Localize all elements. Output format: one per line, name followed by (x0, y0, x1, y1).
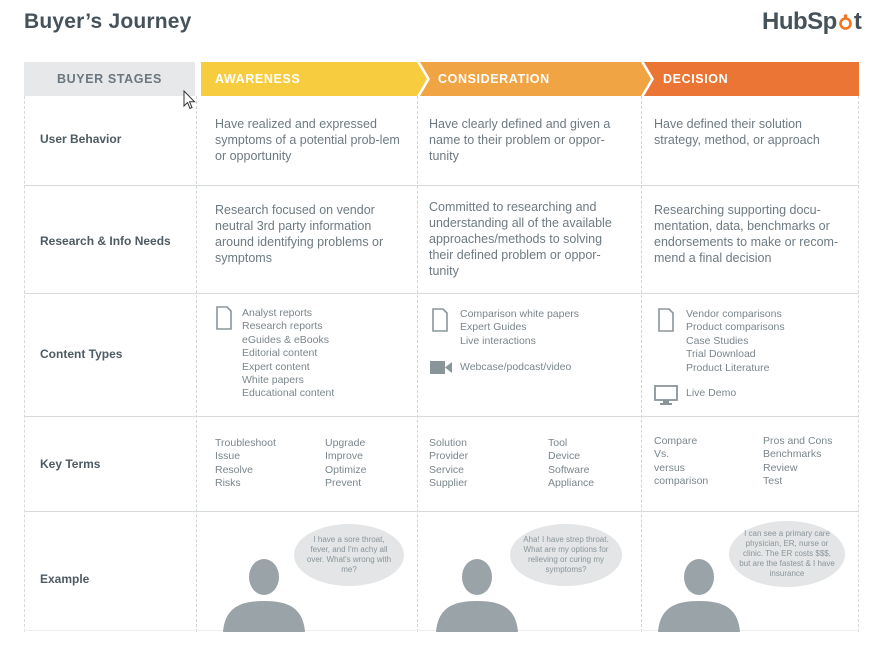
person-icon (658, 559, 740, 632)
list-item: Improve (325, 450, 363, 463)
monitor-icon (654, 385, 678, 405)
sprocket-icon (837, 14, 854, 31)
list-item: Expert content (242, 360, 310, 373)
list-item: Case Studies (686, 334, 749, 347)
column-divider (196, 96, 197, 632)
list-item: comparison (654, 475, 709, 488)
list-item: Risks (215, 477, 241, 490)
row-divider (24, 185, 859, 186)
list-item: Resolve (215, 463, 253, 476)
buyer-stages-header (24, 62, 195, 96)
mouse-pointer-icon (183, 90, 197, 110)
list-item: Product comparisons (686, 321, 785, 334)
list-item: Optimize (325, 463, 367, 476)
list-item: Compare (654, 435, 698, 447)
content-list-consideration (460, 308, 579, 348)
stage-consideration (424, 62, 644, 96)
list-item: eGuides & eBooks (242, 333, 329, 346)
buyer-stages-label: BUYER STAGES (57, 72, 162, 86)
list-item: Appliance (548, 477, 595, 490)
grid-border-left (24, 96, 25, 632)
list-item: Upgrade (325, 437, 366, 449)
research-awareness: Research focused on vendor neutral 3rd party information around identifying problems or symptoms (215, 203, 384, 265)
content-list-awareness (242, 307, 334, 401)
consideration-label: CONSIDERATION (438, 72, 550, 86)
key-terms-awareness-col-b (325, 437, 366, 491)
person-icon (436, 559, 518, 632)
row-divider (24, 293, 859, 294)
speech-bubble-awareness: I have a sore throat, fever, and I'm achy all over. What's wrong with me? (294, 524, 404, 586)
list-item: Tool (548, 437, 568, 449)
list-item: Device (548, 450, 581, 463)
awareness-label: AWARENESS (215, 72, 301, 86)
column-divider (641, 96, 642, 632)
list-item: Test (763, 475, 783, 488)
list-item: Solution (429, 437, 467, 449)
list-item: Analyst reports (242, 307, 313, 319)
list-item: Educational content (242, 387, 335, 400)
document-icon (215, 306, 233, 330)
user-behavior-awareness: Have realized and expressed symptoms of a potential prob-lem or opportunity (215, 117, 400, 163)
key-terms-consideration-col-b (548, 437, 594, 491)
row-label-content-types: Content Types (40, 347, 123, 361)
list-item: Vs. (654, 448, 670, 461)
list-item: Expert Guides (460, 321, 527, 334)
row-label-example: Example (40, 572, 90, 586)
research-decision: Researching supporting docu-mentation, data, benchmarks or endorsements to make or recom-mend a final decision (654, 203, 839, 265)
key-terms-awareness-col-a (215, 437, 276, 491)
row-divider (24, 416, 859, 417)
grid-border-right (858, 96, 859, 632)
list-item: Vendor comparisons (686, 308, 782, 320)
list-item: Supplier (429, 477, 468, 490)
list-item: Live interactions (460, 334, 536, 347)
document-icon (657, 308, 675, 332)
logo-text-b: t (853, 8, 862, 35)
list-item: Service (429, 463, 465, 476)
logo-text-a: HubSp (762, 8, 837, 35)
speech-bubble-decision: I can see a primary care physician, ER, nurse or clinic. The ER costs $$$, but are the fastest & I have insurance (729, 521, 845, 587)
document-icon (431, 308, 449, 332)
row-label-user-behavior: User Behavior (40, 132, 122, 146)
list-item: Prevent (325, 477, 362, 490)
page-title: Buyer’s Journey (24, 10, 192, 33)
key-terms-decision-col-a (654, 435, 708, 489)
stage-awareness (201, 62, 421, 96)
list-item: Editorial content (242, 347, 318, 360)
content-list-decision (686, 308, 785, 375)
content-video-consideration: Webcase/podcast/video (460, 361, 572, 373)
key-terms-decision-col-b (763, 435, 832, 489)
list-item: Trial Download (686, 348, 756, 361)
list-item: Issue (215, 450, 241, 463)
decision-label: DECISION (663, 72, 729, 86)
list-item: Comparison white papers (460, 308, 580, 320)
speech-bubble-consideration: Aha! I have strep throat. What are my options for relieving or curing my symptoms? (510, 524, 622, 586)
user-behavior-consideration: Have clearly defined and given a name to their problem or oppor-tunity (429, 117, 611, 163)
list-item: Research reports (242, 320, 323, 333)
column-divider (417, 96, 418, 632)
content-demo-decision: Live Demo (686, 387, 737, 399)
research-consideration: Committed to researching and understanding all of the available approaches/methods to solving their defined problem or oppor-tunity (429, 200, 612, 278)
video-camera-icon (430, 361, 452, 374)
list-item: Benchmarks (763, 448, 822, 461)
person-icon (223, 559, 305, 632)
list-item: Pros and Cons (763, 435, 833, 447)
list-item: Troubleshoot (215, 437, 276, 449)
list-item: versus (654, 461, 685, 474)
row-label-key-terms: Key Terms (40, 457, 101, 471)
list-item: Product Literature (686, 361, 770, 374)
key-terms-consideration-col-a (429, 437, 468, 491)
user-behavior-decision: Have defined their solution strategy, method, or approach (654, 117, 820, 147)
list-item: Software (548, 463, 590, 476)
row-divider (24, 511, 859, 512)
hubspot-logo (762, 8, 861, 36)
buyers-journey-table (24, 62, 859, 632)
list-item: White papers (242, 374, 304, 387)
list-item: Review (763, 461, 798, 474)
list-item: Provider (429, 450, 469, 463)
stage-decision (649, 62, 859, 96)
row-label-research: Research & Info Needs (40, 234, 171, 248)
